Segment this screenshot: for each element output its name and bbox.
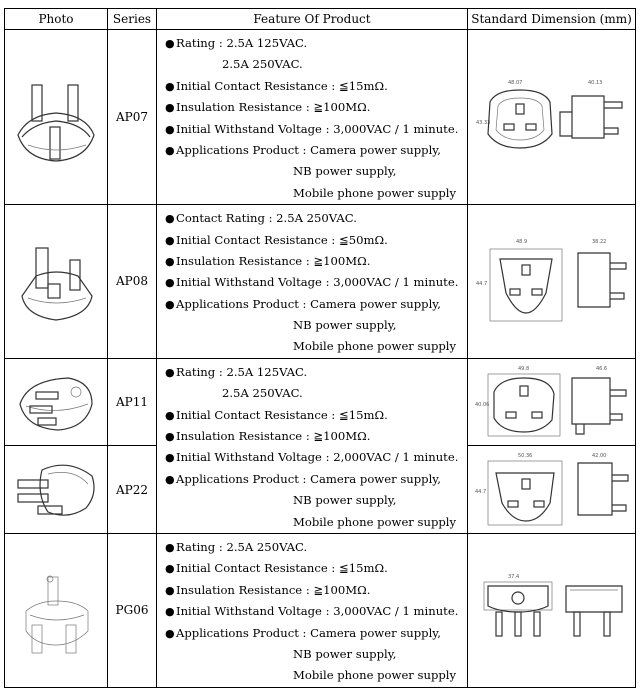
bullet-icon: ● bbox=[165, 254, 175, 268]
bullet-icon: ● bbox=[165, 451, 175, 465]
dimension-drawing-ap07 bbox=[468, 30, 636, 205]
series-cell: AP22 bbox=[108, 446, 157, 534]
feature-line bbox=[165, 336, 467, 357]
dimension-drawing-image bbox=[472, 72, 632, 162]
feature-line bbox=[165, 76, 467, 97]
dim-label: 50.36 bbox=[517, 452, 532, 459]
feature-text: Rating : 2.5A 125VAC. bbox=[176, 36, 308, 50]
feature-line bbox=[165, 644, 467, 665]
feature-line bbox=[165, 362, 467, 383]
feature-line bbox=[165, 512, 467, 533]
series-cell: AP11 bbox=[108, 358, 157, 446]
bullet-icon: ● bbox=[165, 562, 175, 576]
feature-line bbox=[165, 558, 467, 579]
dim-label: 48.9 bbox=[515, 239, 527, 246]
bullet-icon: ● bbox=[165, 583, 175, 597]
feature-text: Initial Withstand Voltage : 3,000VAC / 1 minute. bbox=[176, 121, 459, 136]
feature-text: Initial Withstand Voltage : 3,000VAC / 1 minute. bbox=[176, 275, 459, 290]
feature-line bbox=[165, 97, 467, 118]
bullet-icon: ● bbox=[165, 605, 175, 619]
dimension-drawing-ap08 bbox=[468, 205, 636, 359]
feature-line bbox=[165, 294, 467, 315]
feature-text: Applications Product : Camera power supply, bbox=[176, 296, 441, 311]
feature-line bbox=[165, 251, 467, 272]
product-photo-pg06 bbox=[5, 533, 108, 687]
feature-text: Insulation Resistance : ≧100MΩ. bbox=[176, 100, 371, 115]
feature-line bbox=[165, 623, 467, 644]
bullet-icon: ● bbox=[165, 472, 175, 486]
dim-label: 43.33 bbox=[475, 120, 490, 127]
header-feature: Feature Of Product bbox=[157, 9, 468, 30]
header-series: Series bbox=[108, 9, 157, 30]
dim-label: 40.06 bbox=[474, 402, 489, 409]
table-row bbox=[5, 205, 636, 359]
bullet-icon: ● bbox=[165, 365, 175, 379]
bullet-icon: ● bbox=[165, 408, 175, 422]
feature-line bbox=[165, 665, 467, 686]
feature-line bbox=[165, 426, 467, 447]
feature-text: Mobile phone power supply bbox=[293, 514, 457, 529]
feature-line bbox=[165, 405, 467, 426]
feature-line bbox=[165, 272, 467, 293]
feature-text: Rating : 2.5A 250VAC. bbox=[176, 539, 308, 554]
feature-text: Initial Contact Resistance : ≦50mΩ. bbox=[176, 232, 388, 247]
feature-line bbox=[165, 33, 467, 54]
plug-photo-image bbox=[8, 236, 104, 326]
feature-text: Insulation Resistance : ≧100MΩ. bbox=[176, 429, 371, 444]
bullet-icon: ● bbox=[165, 212, 175, 226]
product-photo-ap08 bbox=[5, 205, 108, 359]
feature-text: NB power supply, bbox=[293, 318, 397, 333]
feature-line bbox=[165, 161, 467, 182]
dimension-drawing-ap22 bbox=[468, 446, 636, 534]
feature-line bbox=[165, 383, 467, 404]
series-cell: PG06 bbox=[108, 533, 157, 687]
plug-photo-image bbox=[8, 555, 104, 665]
feature-text: Mobile phone power supply bbox=[293, 185, 457, 200]
bullet-icon: ● bbox=[165, 122, 175, 136]
plug-photo-image bbox=[8, 67, 104, 167]
bullet-icon: ● bbox=[165, 626, 175, 640]
dim-label: 48.07 bbox=[507, 80, 522, 87]
dim-label: 40.13 bbox=[587, 80, 602, 87]
feature-text: 2.5A 250VAC. bbox=[222, 57, 303, 72]
dim-label: 38.22 bbox=[591, 239, 606, 246]
feature-line bbox=[165, 580, 467, 601]
feature-text: NB power supply, bbox=[293, 646, 397, 661]
plug-photo-image bbox=[8, 450, 104, 530]
product-photo-ap22 bbox=[5, 446, 108, 534]
feature-line bbox=[165, 119, 467, 140]
feature-text: NB power supply, bbox=[293, 164, 397, 179]
spec-table bbox=[4, 8, 636, 688]
dimension-drawing-image bbox=[472, 449, 632, 531]
dimension-drawing-image bbox=[472, 568, 632, 652]
plug-photo-image bbox=[8, 364, 104, 440]
dim-label: 44.7 bbox=[475, 281, 487, 288]
feature-line bbox=[165, 447, 467, 468]
bullet-icon: ● bbox=[165, 297, 175, 311]
product-photo-ap07 bbox=[5, 30, 108, 205]
feature-text: Applications Product : Camera power supply, bbox=[176, 625, 441, 640]
series-cell: AP08 bbox=[108, 205, 157, 359]
feature-line bbox=[165, 490, 467, 511]
feature-line bbox=[165, 469, 467, 490]
table-row bbox=[5, 358, 636, 446]
bullet-icon: ● bbox=[165, 37, 175, 50]
bullet-icon: ● bbox=[165, 276, 175, 290]
dimension-drawing-image bbox=[472, 362, 632, 442]
series-cell: AP07 bbox=[108, 30, 157, 205]
bullet-icon: ● bbox=[165, 540, 175, 554]
feature-text: Initial Withstand Voltage : 2,000VAC / 1 minute. bbox=[176, 450, 459, 465]
dim-label: 42.00 bbox=[591, 452, 606, 459]
feature-text: Initial Contact Resistance : ≦15mΩ. bbox=[176, 407, 388, 422]
feature-text: Initial Withstand Voltage : 3,000VAC / 1 minute. bbox=[176, 604, 459, 619]
bullet-icon: ● bbox=[165, 233, 175, 247]
dimension-drawing-ap11 bbox=[468, 358, 636, 446]
feature-text: 2.5A 250VAC. bbox=[222, 386, 303, 401]
feature-list bbox=[157, 205, 468, 359]
feature-list bbox=[157, 358, 468, 533]
feature-line bbox=[165, 208, 467, 229]
dim-label: 46.6 bbox=[595, 366, 607, 373]
feature-text: Contact Rating : 2.5A 250VAC. bbox=[176, 211, 357, 226]
feature-line bbox=[165, 537, 467, 558]
bullet-icon: ● bbox=[165, 430, 175, 444]
feature-line bbox=[165, 315, 467, 336]
dim-label: 49.8 bbox=[517, 366, 529, 373]
feature-line bbox=[165, 601, 467, 622]
feature-list bbox=[157, 30, 468, 205]
bullet-icon: ● bbox=[165, 79, 175, 93]
table-row bbox=[5, 533, 636, 687]
header-row bbox=[5, 9, 636, 30]
table-row bbox=[5, 30, 636, 205]
feature-line bbox=[165, 230, 467, 251]
feature-text: Insulation Resistance : ≧100MΩ. bbox=[176, 582, 371, 597]
feature-text: Insulation Resistance : ≧100MΩ. bbox=[176, 253, 371, 268]
feature-text: Initial Contact Resistance : ≦15mΩ. bbox=[176, 561, 388, 576]
feature-text: Mobile phone power supply bbox=[293, 339, 457, 354]
feature-text: Rating : 2.5A 125VAC. bbox=[176, 364, 308, 379]
header-dimension: Standard Dimension (mm) bbox=[468, 9, 636, 30]
feature-line bbox=[165, 140, 467, 161]
feature-text: Applications Product : Camera power supply, bbox=[176, 142, 441, 157]
bullet-icon: ● bbox=[165, 143, 175, 157]
feature-text: Initial Contact Resistance : ≦15mΩ. bbox=[176, 78, 388, 93]
feature-text: Mobile phone power supply bbox=[293, 668, 457, 683]
dimension-drawing-image bbox=[472, 233, 632, 329]
feature-text: NB power supply, bbox=[293, 493, 397, 508]
feature-list bbox=[157, 533, 468, 687]
product-photo-ap11 bbox=[5, 358, 108, 446]
feature-line bbox=[165, 54, 467, 75]
dimension-drawing-pg06 bbox=[468, 533, 636, 687]
feature-text: Applications Product : Camera power supply, bbox=[176, 471, 441, 486]
dim-label: 37.4 bbox=[507, 574, 519, 581]
header-photo: Photo bbox=[5, 9, 108, 30]
feature-line bbox=[165, 183, 467, 204]
dim-label: 44.7 bbox=[474, 488, 486, 495]
bullet-icon: ● bbox=[165, 101, 175, 115]
